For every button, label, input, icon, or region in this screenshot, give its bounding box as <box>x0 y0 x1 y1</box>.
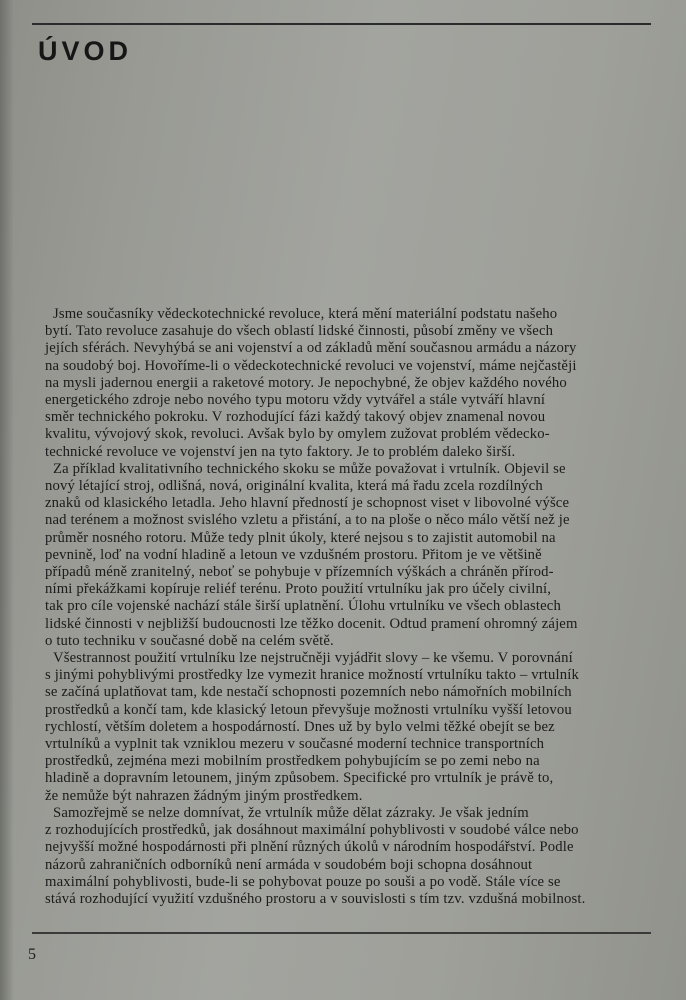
text-line: kvalitu, vývojový skok, revoluci. Avšak bylo by omylem zužovat problém vědecko- <box>45 426 550 443</box>
page-number: 5 <box>28 946 36 963</box>
paragraph-4 <box>45 805 657 908</box>
text-line: na soudobý boj. Hovoříme-li o vědeckotechnické revoluci ve vojenství, máme nejčastěji <box>45 357 577 374</box>
text-line: z rozhodujících prostředků, jak dosáhnout maximální pohyblivosti v soudobé válce nebo <box>45 822 579 839</box>
body-text <box>45 306 657 908</box>
text-line: hladině a dopravním letounem, jiným způsobem. Specifické pro vrtulník je právě to, <box>45 770 554 787</box>
text-line: technické revoluce ve vojenství jen na tyto faktory. Je to problém daleko širší. <box>45 443 516 460</box>
text-line: znaků od klasického letadla. Jeho hlavní předností je schopnost viset v libovolné výšce <box>45 495 570 512</box>
text-line: případů méně zranitelný, neboť se pohybuje v přízemních výškách a chráněn přírod- <box>45 564 554 581</box>
text-line: Všestrannost použití vrtulníku lze nejstručněji vyjádřit slovy – ke všemu. V porovnání <box>53 650 573 667</box>
text-line: Za příklad kvalitativního technického skoku se může považovat i vrtulník. Objevil se <box>53 460 566 477</box>
text-line: energetického zdroje nebo nového typu motoru vždy vytvářel a stále vytváří hlavní <box>45 392 546 409</box>
paragraph-1 <box>45 306 657 461</box>
text-line: prostředků a končí tam, kde klasický letoun převyšuje možnosti vrtulníku vyšší letovou <box>45 701 572 718</box>
text-line: tak pro cíle vojenské nachází stále širší uplatnění. Úlohu vrtulníku ve všech oblastech <box>45 598 561 615</box>
text-line: názorů zahraničních odborníků není armáda v soudobém boji schopna dosáhnout <box>45 856 533 873</box>
text-line: s jinými pohyblivými prostředky lze vymezit hranice možností vrtulníku takto – vrtulník <box>45 667 579 684</box>
text-line: že nemůže být nahrazen žádným jiným prostředkem. <box>45 787 363 804</box>
chapter-heading: ÚVOD <box>38 36 133 66</box>
text-line: na mysli jadernou energii a raketové motory. Je nepochybné, že objev každého nového <box>45 374 567 391</box>
text-line: průměr nosného rotoru. Může tedy plnit úkoly, které nejsou s to zajistit automobil na <box>45 529 556 546</box>
text-line: o tuto techniku v současné době na celém světě. <box>45 632 334 649</box>
text-line: stává rozhodující využití vzdušného prostoru a v souvislosti s tím tzv. vzdušná mobilnost. <box>45 890 586 907</box>
text-line: maximální pohyblivosti, bude-li se pohybovat pouze po souši a po vodě. Stále více se <box>45 873 561 890</box>
text-line: směr technického pokroku. V rozhodující fázi každý takový objev znamenal novou <box>45 409 546 426</box>
text-line: Jsme současníky vědeckotechnické revoluce, která mění materiální podstatu našeho <box>53 306 558 322</box>
text-line: se začíná uplatňovat tam, kde nestačí schopnosti pozemních nebo námořních mobilních <box>45 684 572 701</box>
top-rule <box>32 23 651 25</box>
text-line: vrtulníků a vyplnit tak vzniklou mezeru v současné moderní technice transportních <box>45 736 545 753</box>
text-line: nejvyšší možné hospodárnosti při plnění různých úkolů v národním hospodářství. Podle <box>45 839 574 856</box>
text-line: rychlostí, větším doletem a hospodárností. Dnes už by bylo velmi těžké obejít se bez <box>45 718 555 735</box>
text-line: Samozřejmě se nelze domnívat, že vrtulník může dělat zázraky. Je však jedním <box>53 804 529 821</box>
text-line: prostředků, zejména mezi mobilním prostředkem pohybujícím se po zemi nebo na <box>45 753 540 770</box>
paragraph-3 <box>45 650 657 805</box>
text-line: jejích sférách. Nevyhýbá se ani vojenství a od základů mění současnou armádu a názory <box>45 340 577 357</box>
text-line: lidské činnosti v nejbližší budoucnosti lze těžko docenit. Odtud pramení ohromný zájem <box>45 615 578 632</box>
paragraph-2 <box>45 461 657 650</box>
text-line: nový létající stroj, odlišná, nová, originální kvalita, která má řadu zcela rozdílných <box>45 478 543 495</box>
bottom-rule <box>32 932 651 934</box>
text-line: bytí. Tato revoluce zasahuje do všech oblastí lidské činnosti, působí změny ve všech <box>45 323 554 340</box>
text-line: ními překážkami kopíruje reliéf terénu. Proto použití vrtulníku jak pro účely civilní, <box>45 581 552 598</box>
text-line: pevnině, loď na vodní hladině a letoun ve vzdušném prostoru. Přitom je ve většině <box>45 546 542 563</box>
text-line: nad terénem a možnost svislého vzletu a přistání, a to na ploše o něco málo větší než je <box>45 512 570 529</box>
